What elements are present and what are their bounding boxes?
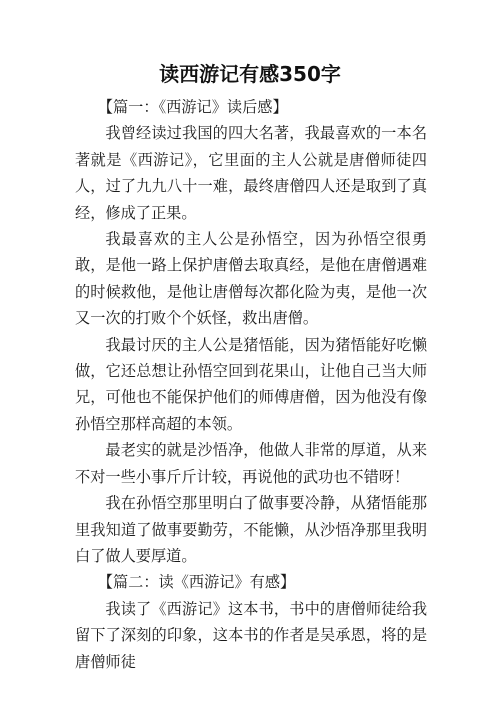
paragraph: 最老实的就是沙悟净，他做人非常的厚道，从来不对一些小事斤斤计较，再说他的武功也不错呀！ [75, 441, 427, 486]
page-title: 读西游记有感350字 [159, 62, 341, 86]
section-heading-2: 【篇二：读《西游记》有感】 [97, 573, 296, 592]
paragraph: 我曾经读过我国的四大名著，我最喜欢的一本名著就是《西游记》，它里面的主人公就是唐僧师徒四人，过了九九八十一难，最终唐僧四人还是取到了真经，修成了正果。 [75, 124, 427, 222]
article-body [75, 94, 427, 675]
section-heading-1: 【篇一：《西游记》读后感】 [97, 98, 288, 116]
paragraph: 我在孙悟空那里明白了做事要冷静，从猪悟能那里我知道了做事要勤劳，不能懒，从沙悟净那里我明白了做人要厚道。 [75, 494, 427, 565]
paragraph: 我最讨厌的主人公是猪悟能，因为猪悟能好吃懒做，它还总想让孙悟空回到花果山，让他自己当大师兄，可他也不能保护他们的师傅唐僧，因为他没有像孙悟空那样高超的本领。 [75, 335, 427, 433]
paragraph: 我读了《西游记》这本书，书中的唐僧师徒给我留下了深刻的印象，这本书的作者是吴承恩，将的是唐僧师徒 [75, 599, 427, 671]
paragraph: 我最喜欢的主人公是孙悟空，因为孙悟空很勇敢，是他一路上保护唐僧去取真经，是他在唐僧遇难的时候救他，是他让唐僧每次都化险为夷，是他一次又一次的打败个个妖怪，救出唐僧。 [75, 230, 427, 328]
